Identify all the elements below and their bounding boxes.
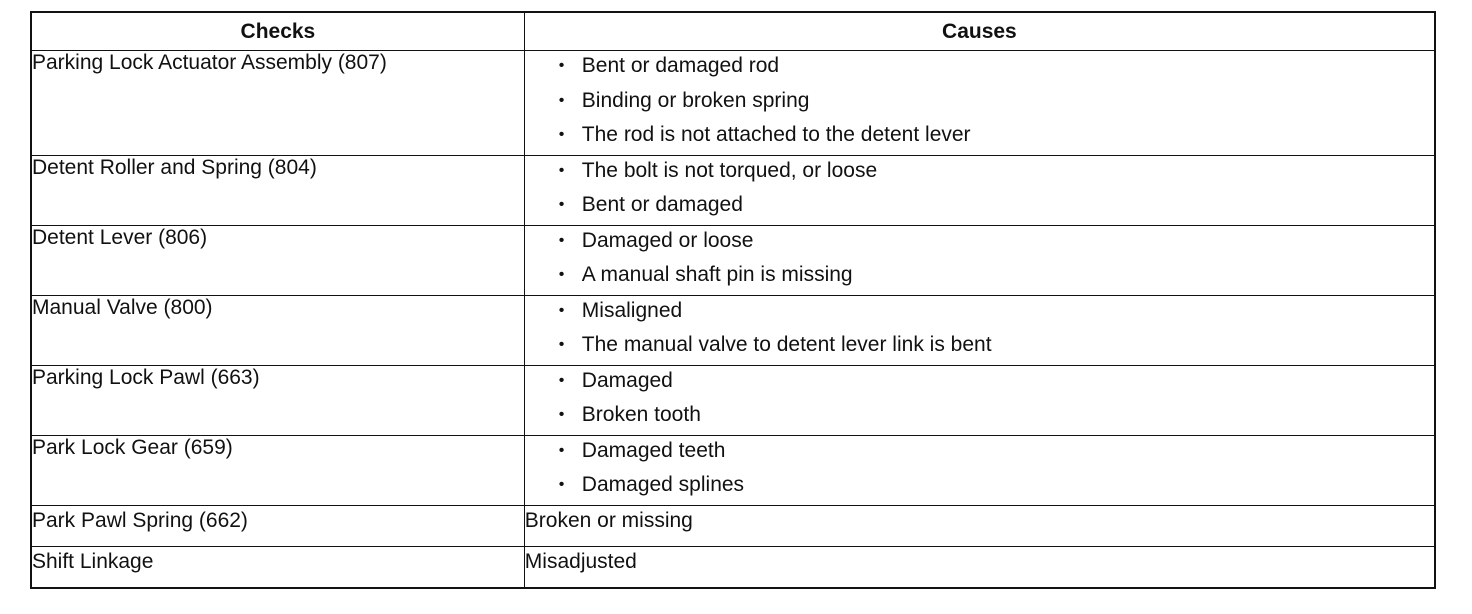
cause-text: Bent or damaged xyxy=(581,193,743,216)
cause-cell: Misadjusted xyxy=(524,546,1435,588)
cause-item xyxy=(525,120,1434,155)
causes-list xyxy=(525,51,1434,155)
table-row xyxy=(31,546,1435,588)
bullet-icon: • xyxy=(558,196,565,213)
cause-text: Damaged teeth xyxy=(581,438,726,462)
check-cell: Park Pawl Spring (662) xyxy=(31,505,524,546)
cause-item xyxy=(525,296,1434,331)
table-row xyxy=(31,51,1435,156)
bullet-icon: • xyxy=(558,406,565,423)
check-cell: Detent Lever (806) xyxy=(31,225,524,295)
causes-cell xyxy=(524,365,1435,435)
cause-text: Damaged xyxy=(581,368,673,392)
causes-cell xyxy=(524,51,1435,156)
check-cell: Detent Roller and Spring (804) xyxy=(31,155,524,225)
bullet-icon: • xyxy=(558,301,565,319)
bullet-icon: • xyxy=(558,231,565,249)
cause-item xyxy=(525,400,1434,435)
cause-item xyxy=(525,366,1434,401)
cause-item xyxy=(525,436,1434,471)
causes-list xyxy=(525,436,1434,505)
cause-text: Misaligned xyxy=(581,298,683,322)
cause-item xyxy=(525,330,1434,365)
check-cell: Parking Lock Pawl (663) xyxy=(31,365,524,435)
cause-item xyxy=(525,260,1434,295)
causes-list xyxy=(525,226,1434,295)
causes-header: Causes xyxy=(524,12,1435,51)
checks-header: Checks xyxy=(31,12,524,51)
check-cell: Shift Linkage xyxy=(31,546,524,588)
cause-item xyxy=(525,226,1434,261)
causes-cell xyxy=(524,295,1435,365)
cause-item xyxy=(525,156,1434,191)
bullet-icon: • xyxy=(558,57,565,74)
causes-cell xyxy=(524,155,1435,225)
bullet-icon: • xyxy=(558,371,565,389)
cause-text: Damaged splines xyxy=(581,473,745,496)
cause-item xyxy=(525,190,1434,225)
cause-text: The rod is not attached to the detent lever xyxy=(581,123,971,146)
cause-item xyxy=(525,470,1434,505)
bullet-icon: • xyxy=(558,441,565,459)
causes-list xyxy=(525,366,1434,435)
table-row xyxy=(31,155,1435,225)
cause-text: Binding or broken spring xyxy=(581,88,810,112)
bullet-icon: • xyxy=(558,126,565,143)
header-row xyxy=(31,12,1435,51)
cause-text: The bolt is not torqued, or loose xyxy=(581,158,878,182)
causes-cell xyxy=(524,435,1435,505)
table-row xyxy=(31,295,1435,365)
causes-list xyxy=(525,296,1434,365)
table-row xyxy=(31,505,1435,546)
check-cell: Parking Lock Actuator Assembly (807) xyxy=(31,51,524,156)
check-cell: Manual Valve (800) xyxy=(31,295,524,365)
bullet-icon: • xyxy=(558,161,565,179)
bullet-icon: • xyxy=(558,476,565,493)
bullet-icon: • xyxy=(558,336,565,353)
cause-cell: Broken or missing xyxy=(524,505,1435,546)
table-row xyxy=(31,435,1435,505)
cause-text: The manual valve to detent lever link is bent xyxy=(581,333,992,356)
bullet-icon: • xyxy=(558,91,565,109)
bullet-icon: • xyxy=(558,266,565,283)
table-row xyxy=(31,365,1435,435)
causes-list xyxy=(525,156,1434,225)
causes-cell xyxy=(524,225,1435,295)
table-row xyxy=(31,225,1435,295)
cause-text: Bent or damaged rod xyxy=(581,54,780,77)
cause-text: Broken tooth xyxy=(581,403,701,426)
diagnosis-table xyxy=(30,11,1436,589)
cause-item xyxy=(525,51,1434,86)
cause-text: A manual shaft pin is missing xyxy=(581,263,853,286)
cause-text: Damaged or loose xyxy=(581,228,754,252)
cause-item xyxy=(525,86,1434,121)
check-cell: Park Lock Gear (659) xyxy=(31,435,524,505)
